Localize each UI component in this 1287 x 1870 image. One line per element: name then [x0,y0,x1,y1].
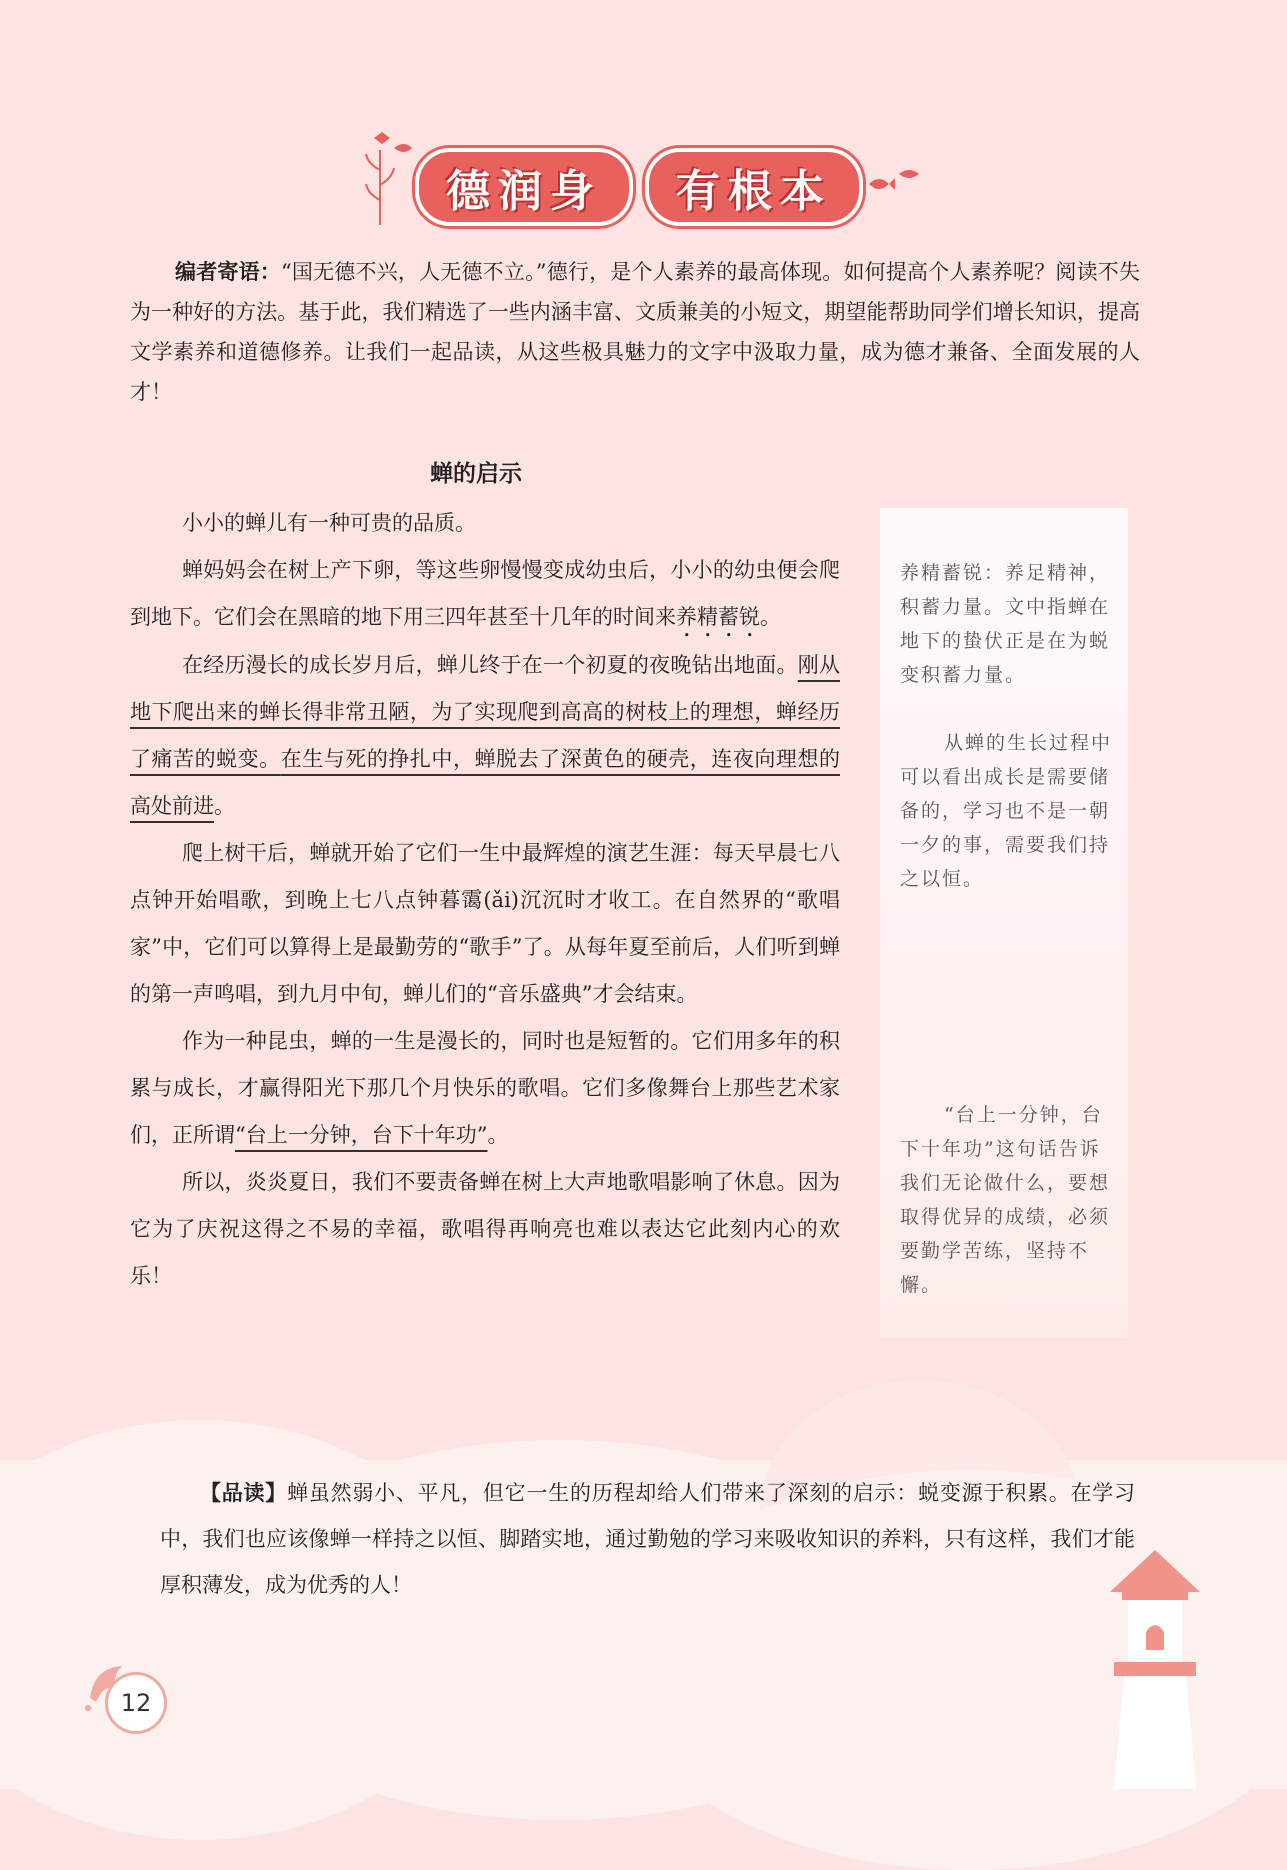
section-header [360,130,920,230]
p3-text: 在经历漫长的成长岁月后，蝉儿终于在一个初夏的夜晚钻出地面。 [182,653,798,677]
title-badge-right [645,148,863,226]
comment-text: 蝉虽然弱小、平凡，但它一生的历程却给人们带来了深刻的启示：蜕变源于积累。在学习中，我们也应该像蝉一样持之以恒、脚踏实地，通过勤勉的学习来吸收知识的养料，只有这样，我们才能厚积薄发，成为优秀的人！ [160,1481,1136,1597]
paragraph-6 [130,1159,840,1300]
p5-end: 。 [487,1123,509,1147]
underlined-quote: “台上一分钟，台下十年功” [235,1123,488,1147]
article-body [130,500,840,1300]
plant-fish-icon [360,130,420,230]
paragraph-4 [130,830,840,1018]
intro-label: 编者寄语： [175,260,281,284]
title-part1: 德润身 [446,166,602,217]
note-definition: 养精蓄锐：养足精神，积蓄力量。文中指蝉在地下的蛰伏正是在为蜕变积蓄力量。 [900,562,1111,686]
page-number: 12 [105,1672,167,1734]
title-part2: 有根本 [676,166,832,217]
underlined-sentence-1: 刚从地下爬出来的蝉长得非常丑陋，为了实现爬到高高的树枝上的理想，蝉经历了痛苦的蜕变。 [130,653,840,771]
comment-label: 【品读】 [200,1481,288,1505]
reading-comment [160,1470,1135,1608]
paragraph-2 [130,547,840,642]
paragraph-1 [130,500,840,547]
p5-text: 作为一种昆虫，蝉的一生是漫长的，同时也是短暂的。它们用多年的积累与成长，才赢得阳光下那几个月快乐的歌唱。它们多像舞台上那些艺术家们，正所谓 [130,1029,840,1147]
note-growth: 从蝉的生长过程中可以看出成长是需要储备的，学习也不是一朝一夕的事，需要我们持之以恒。 [900,732,1113,890]
p6-text: 所以，炎炎夏日，我们不要责备蝉在树上大声地歌唱影响了休息。因为它为了庆祝这得之不易的幸福，歌唱得再响亮也难以表达它此刻内心的欢乐！ [130,1170,840,1288]
underlined-sentence-2: 在生与死的挣扎中，蝉脱去了深黄色的硬壳，连夜向理想的高处前进 [130,747,840,818]
p2-text: 蝉妈妈会在树上产下卵，等这些卵慢慢变成幼虫后，小小的幼虫便会爬到地下。它们会在黑暗的地下用三四年甚至十几年的时间来 [130,558,840,629]
lighthouse-icon [1100,1550,1210,1789]
fish-icon [865,160,925,200]
p4-text: 爬上树干后，蝉就开始了它们一生中最辉煌的演艺生涯：每天早晨七八点钟开始唱歌，到晚上七八点钟暮霭(ǎi)沉沉时才收工。在自然界的“歌唱家”中，它们可以算得上是最勤劳的“歌手”了。从每年夏至前后，人们听到蝉的第一声鸣唱，到九月中旬，蝉儿们的“音乐盛典”才会结束。 [130,841,840,1006]
intro-text: “国无德不兴，人无德不立。”德行，是个人素养的最高体现。如何提高个人素养呢？阅读不失为一种好的方法。基于此，我们精选了一些内涵丰富、文质兼美的小短文，期望能帮助同学们增长知识，提高文学素养和道德修养。让我们一起品读，从这些极具魅力的文字中汲取力量，成为德才兼备、全面发展的人才！ [130,260,1141,404]
paragraph-3 [130,642,840,830]
p1-text: 小小的蝉儿有一种可贵的品质。 [182,511,476,535]
p2-end: 。 [760,605,781,629]
editor-intro [130,252,1140,412]
paragraph-5 [130,1018,840,1159]
note-proverb: “台上一分钟，台下十年功”这句话告诉我们无论做什么，要想取得优异的成绩，必须要勤学苦练，坚持不懈。 [900,1104,1111,1296]
emphasized-term: 养精蓄锐 [676,605,760,629]
title-badge-left [415,148,633,226]
article-title: 蝉的启示 [430,461,522,487]
p3-end: 。 [214,794,235,818]
